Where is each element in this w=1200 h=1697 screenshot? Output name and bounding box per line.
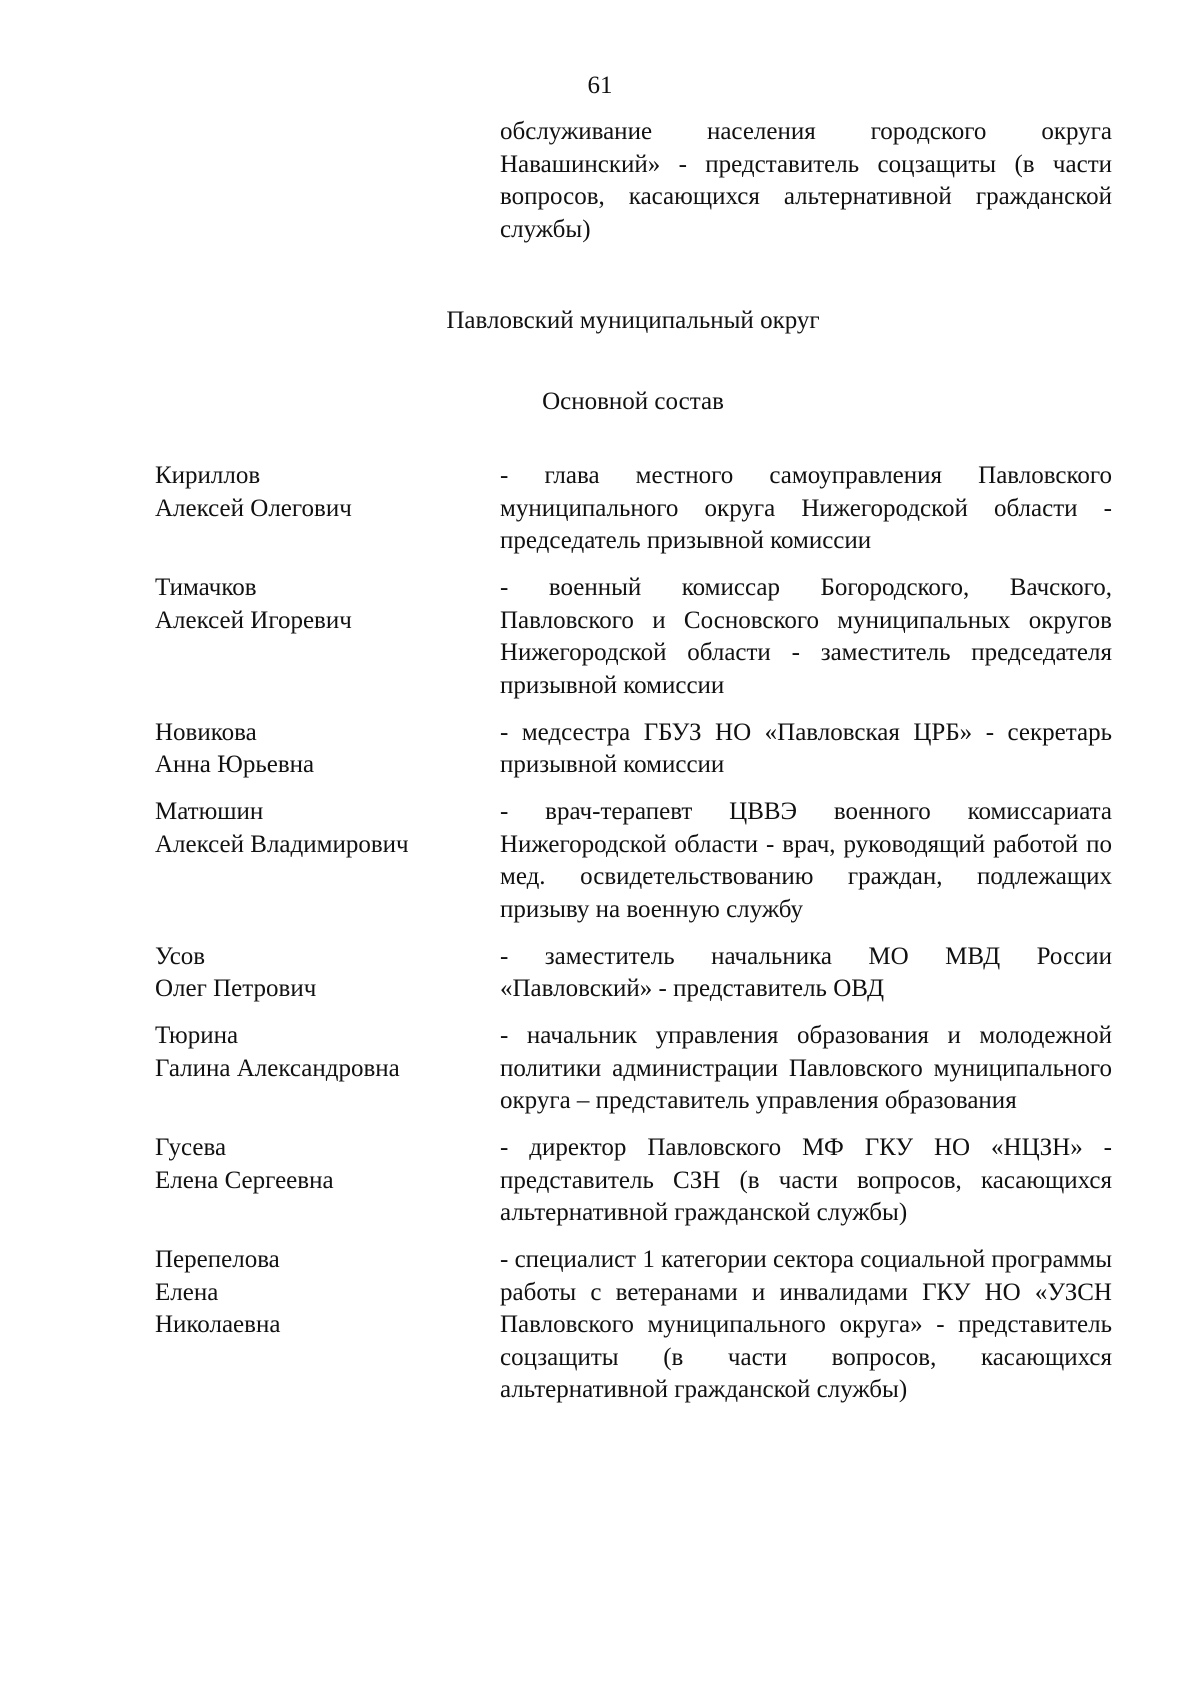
member-role: - врач-терапевт ЦВВЭ военного комиссариата Нижегородской области - врач, руководящий работой по мед. освидетельствованию граждан, подлежащих призыву на военную службу — [500, 798, 1112, 923]
member-role: - заместитель начальника МО МВД России «Павловский» - представитель ОВД — [500, 942, 1112, 1002]
subsection-title: Основной состав — [542, 388, 724, 415]
member-role: - специалист 1 категории сектора социальной программы работы с ветеранами и инвалидами ГКУ НО «УЗСН Павловского муниципального округа» - представитель соцзащиты (в части вопросов, касающихся альтернативной гражданской службы) — [500, 1246, 1112, 1403]
member-role: - медсестра ГБУЗ НО «Павловская ЦРБ» - секретарь призывной комиссии — [500, 718, 1112, 778]
page-number: 61 — [587, 72, 613, 99]
member-name — [155, 1244, 500, 1342]
member-given-names: Анна Юрьевна — [155, 751, 315, 778]
member-role: - военный комиссар Богородского, Вачского, Павловского и Сосновского муниципальных округов Нижегородской области - заместитель председателя призывной комиссии — [500, 574, 1112, 699]
member-row — [155, 1132, 1112, 1230]
member-given-names: Елена Сергеевна — [155, 1166, 334, 1194]
member-row — [155, 796, 1112, 926]
member-given-names: Алексей Владимирович — [155, 830, 409, 858]
member-row — [155, 572, 1112, 702]
member-row — [155, 1020, 1112, 1118]
member-surname: Усов — [155, 942, 206, 970]
member-given-names: Елена — [155, 1278, 219, 1306]
member-name — [155, 1020, 500, 1085]
member-patronymic: Николаевна — [155, 1311, 281, 1338]
member-row — [155, 1244, 1112, 1407]
commission-member-list — [155, 460, 1112, 1421]
member-name — [155, 941, 500, 1006]
member-given-names: Алексей Игоревич — [155, 606, 352, 634]
member-surname: Тимачков — [155, 574, 257, 601]
member-surname: Тюрина — [155, 1022, 239, 1049]
carryover-paragraph: обслуживание населения городского округа Навашинский» - представитель соцзащиты (в части вопросов, касающихся альтернативной гражданской службы) — [500, 118, 1112, 243]
member-surname: Гусева — [155, 1134, 227, 1161]
member-surname: Матюшин — [155, 798, 264, 825]
member-role: - глава местного самоуправления Павловского муниципального округа Нижегородской области - председатель призывной комиссии — [500, 462, 1112, 554]
member-row — [155, 460, 1112, 558]
section-title: Павловский муниципальный округ — [446, 307, 820, 334]
member-name — [155, 717, 500, 782]
member-surname: Перепелова — [155, 1246, 280, 1273]
member-row — [155, 941, 1112, 1006]
member-role: - начальник управления образования и молодежной политики администрации Павловского муниципального округа – представитель управления образования — [500, 1022, 1112, 1114]
member-given-names: Олег Петрович — [155, 975, 317, 1002]
member-surname: Новикова — [155, 718, 257, 746]
member-given-names: Галина Александровна — [155, 1054, 400, 1082]
member-row — [155, 717, 1112, 782]
member-name — [155, 796, 500, 861]
member-role: - директор Павловского МФ ГКУ НО «НЦЗН» - представитель СЗН (в части вопросов, касающихся альтернативной гражданской службы) — [500, 1134, 1112, 1226]
member-name — [155, 460, 500, 525]
member-surname: Кириллов — [155, 462, 261, 489]
member-name — [155, 1132, 500, 1197]
member-name — [155, 572, 500, 637]
member-given-names: Алексей Олегович — [155, 494, 352, 522]
